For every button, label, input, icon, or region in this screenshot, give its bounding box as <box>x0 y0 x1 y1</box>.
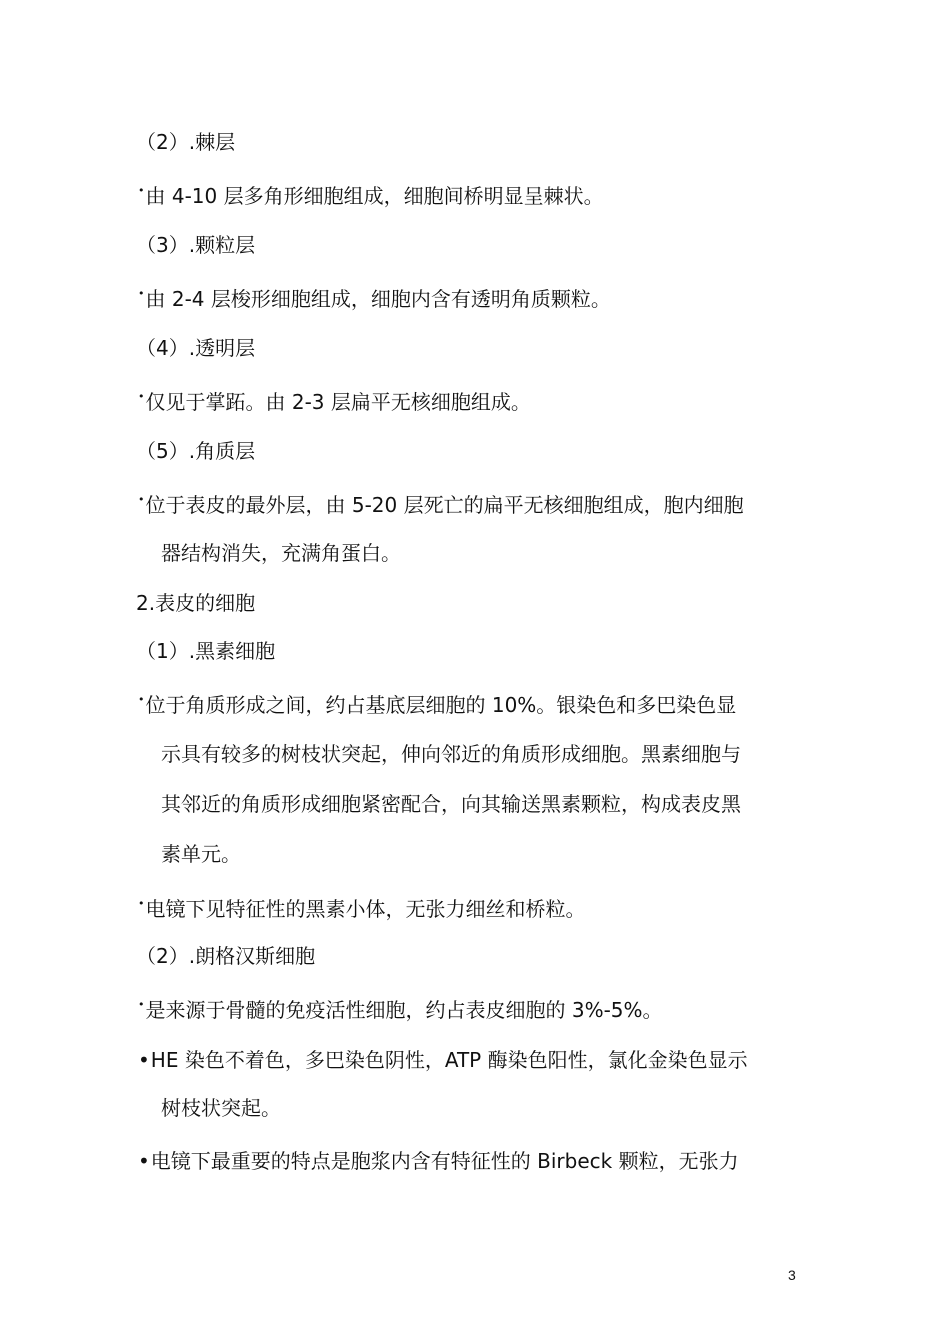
heading-melanocyte: （1）.黑素细胞 <box>136 639 276 663</box>
heading-langerhans-cell: （2）.朗格汉斯细胞 <box>136 944 316 968</box>
page-number: 3 <box>788 1267 796 1283</box>
heading-clear-layer: （4）.透明层 <box>136 336 256 360</box>
bullet-icon: • <box>138 693 145 706</box>
bullet-paragraph: •电镜下见特征性的黑素小体，无张力细丝和桥粒。 <box>138 897 586 921</box>
bullet-icon: • <box>138 1149 150 1173</box>
bullet-paragraph: •位于角质形成之间，约占基底层细胞的 10%。银染色和多巴染色显 <box>138 693 737 717</box>
section-heading-epidermal-cells: 2.表皮的细胞 <box>136 591 256 615</box>
paragraph-continuation: 树枝状突起。 <box>161 1096 281 1120</box>
bullet-icon: • <box>138 287 145 300</box>
bullet-icon: • <box>138 390 145 403</box>
bullet-icon: • <box>138 1048 150 1072</box>
paragraph-continuation: 器结构消失，充满角蛋白。 <box>161 541 401 565</box>
bullet-paragraph: •HE 染色不着色，多巴染色阴性，ATP 酶染色阳性，氯化金染色显示 <box>138 1048 748 1072</box>
paragraph-continuation: 素单元。 <box>161 842 241 866</box>
bullet-paragraph: •由 4-10 层多角形细胞组成，细胞间桥明显呈棘状。 <box>138 184 604 208</box>
bullet-icon: • <box>138 184 145 197</box>
heading-granular-layer: （3）.颗粒层 <box>136 233 256 257</box>
bullet-paragraph: •仅见于掌跖。由 2-3 层扁平无核细胞组成。 <box>138 390 531 414</box>
bullet-paragraph: •由 2-4 层梭形细胞组成，细胞内含有透明角质颗粒。 <box>138 287 611 311</box>
bullet-icon: • <box>138 493 145 506</box>
bullet-paragraph: •位于表皮的最外层，由 5-20 层死亡的扁平无核细胞组成，胞内细胞 <box>138 493 744 517</box>
bullet-paragraph: •电镜下最重要的特点是胞浆内含有特征性的 Birbeck 颗粒，无张力 <box>138 1149 739 1173</box>
heading-spinous-layer: （2）.棘层 <box>136 130 236 154</box>
bullet-paragraph: •是来源于骨髓的免疫活性细胞，约占表皮细胞的 3%-5%。 <box>138 998 663 1022</box>
heading-stratum-corneum: （5）.角质层 <box>136 439 256 463</box>
bullet-icon: • <box>138 897 145 910</box>
paragraph-continuation: 示具有较多的树枝状突起，伸向邻近的角质形成细胞。黑素细胞与 <box>161 742 741 766</box>
bullet-icon: • <box>138 998 145 1011</box>
paragraph-continuation: 其邻近的角质形成细胞紧密配合，向其输送黑素颗粒，构成表皮黑 <box>161 792 741 816</box>
